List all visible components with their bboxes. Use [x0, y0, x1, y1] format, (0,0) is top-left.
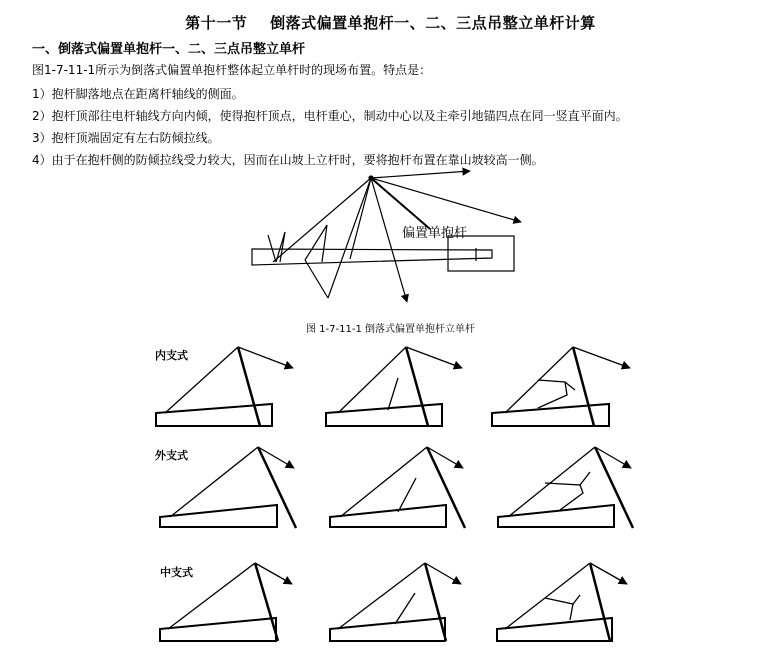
point-4: 4）由于在抱杆侧的防倾拉线受力较大，因而在山坡上立杆时，要将抱杆布置在靠山坡较高一侧。 — [32, 153, 544, 167]
point-2: 2）抱杆顶部往电杆轴线方向内倾，使得抱杆顶点，电杆重心，制动中心以及主牵引地锚四点在同一竖直平面内。 — [32, 109, 628, 123]
point-1: 1）抱杆脚落地点在距离杆轴线的侧面。 — [32, 87, 244, 101]
outer-variant-2 — [330, 447, 465, 528]
row-label-middle: 中支式 — [160, 566, 193, 579]
outer-variant-3 — [498, 447, 633, 528]
point-3: 3）抱杆顶端固定有左右防倾拉线。 — [32, 131, 220, 145]
pole-body — [252, 249, 492, 265]
rigging-4 — [305, 260, 328, 298]
rigging-3 — [305, 225, 327, 262]
document-title: 第十一节 倒落式偏置单抱杆一、二、三点吊整立单杆计算 — [185, 14, 596, 32]
right-pull-line — [371, 178, 521, 222]
sling-2 — [350, 178, 371, 259]
figure-caption: 图 1-7-11-1 倒落式偏置单抱杆立单杆 — [306, 324, 475, 335]
inner-variant-3 — [492, 347, 630, 426]
middle-variant-2 — [330, 563, 461, 641]
main-pull-line — [371, 171, 470, 178]
row-inner — [156, 347, 630, 426]
anchor-box — [448, 236, 514, 271]
row-middle — [160, 563, 627, 641]
row-label-outer: 外支式 — [155, 449, 188, 462]
middle-variant-3 — [497, 563, 627, 641]
intro-paragraph: 图1-7-11-1所示为倒落式偏置单抱杆整体起立单杆时的现场布置。特点是： — [32, 63, 432, 77]
main-figure — [252, 171, 521, 302]
row-label-inner: 内支式 — [155, 349, 188, 362]
inner-variant-2 — [326, 347, 462, 426]
gin-pole-label: 偏置单抱杆 — [402, 226, 468, 241]
section-heading: 一、倒落式偏置单抱杆一、二、三点吊整立单杆 — [32, 42, 306, 57]
row-outer — [160, 447, 633, 528]
